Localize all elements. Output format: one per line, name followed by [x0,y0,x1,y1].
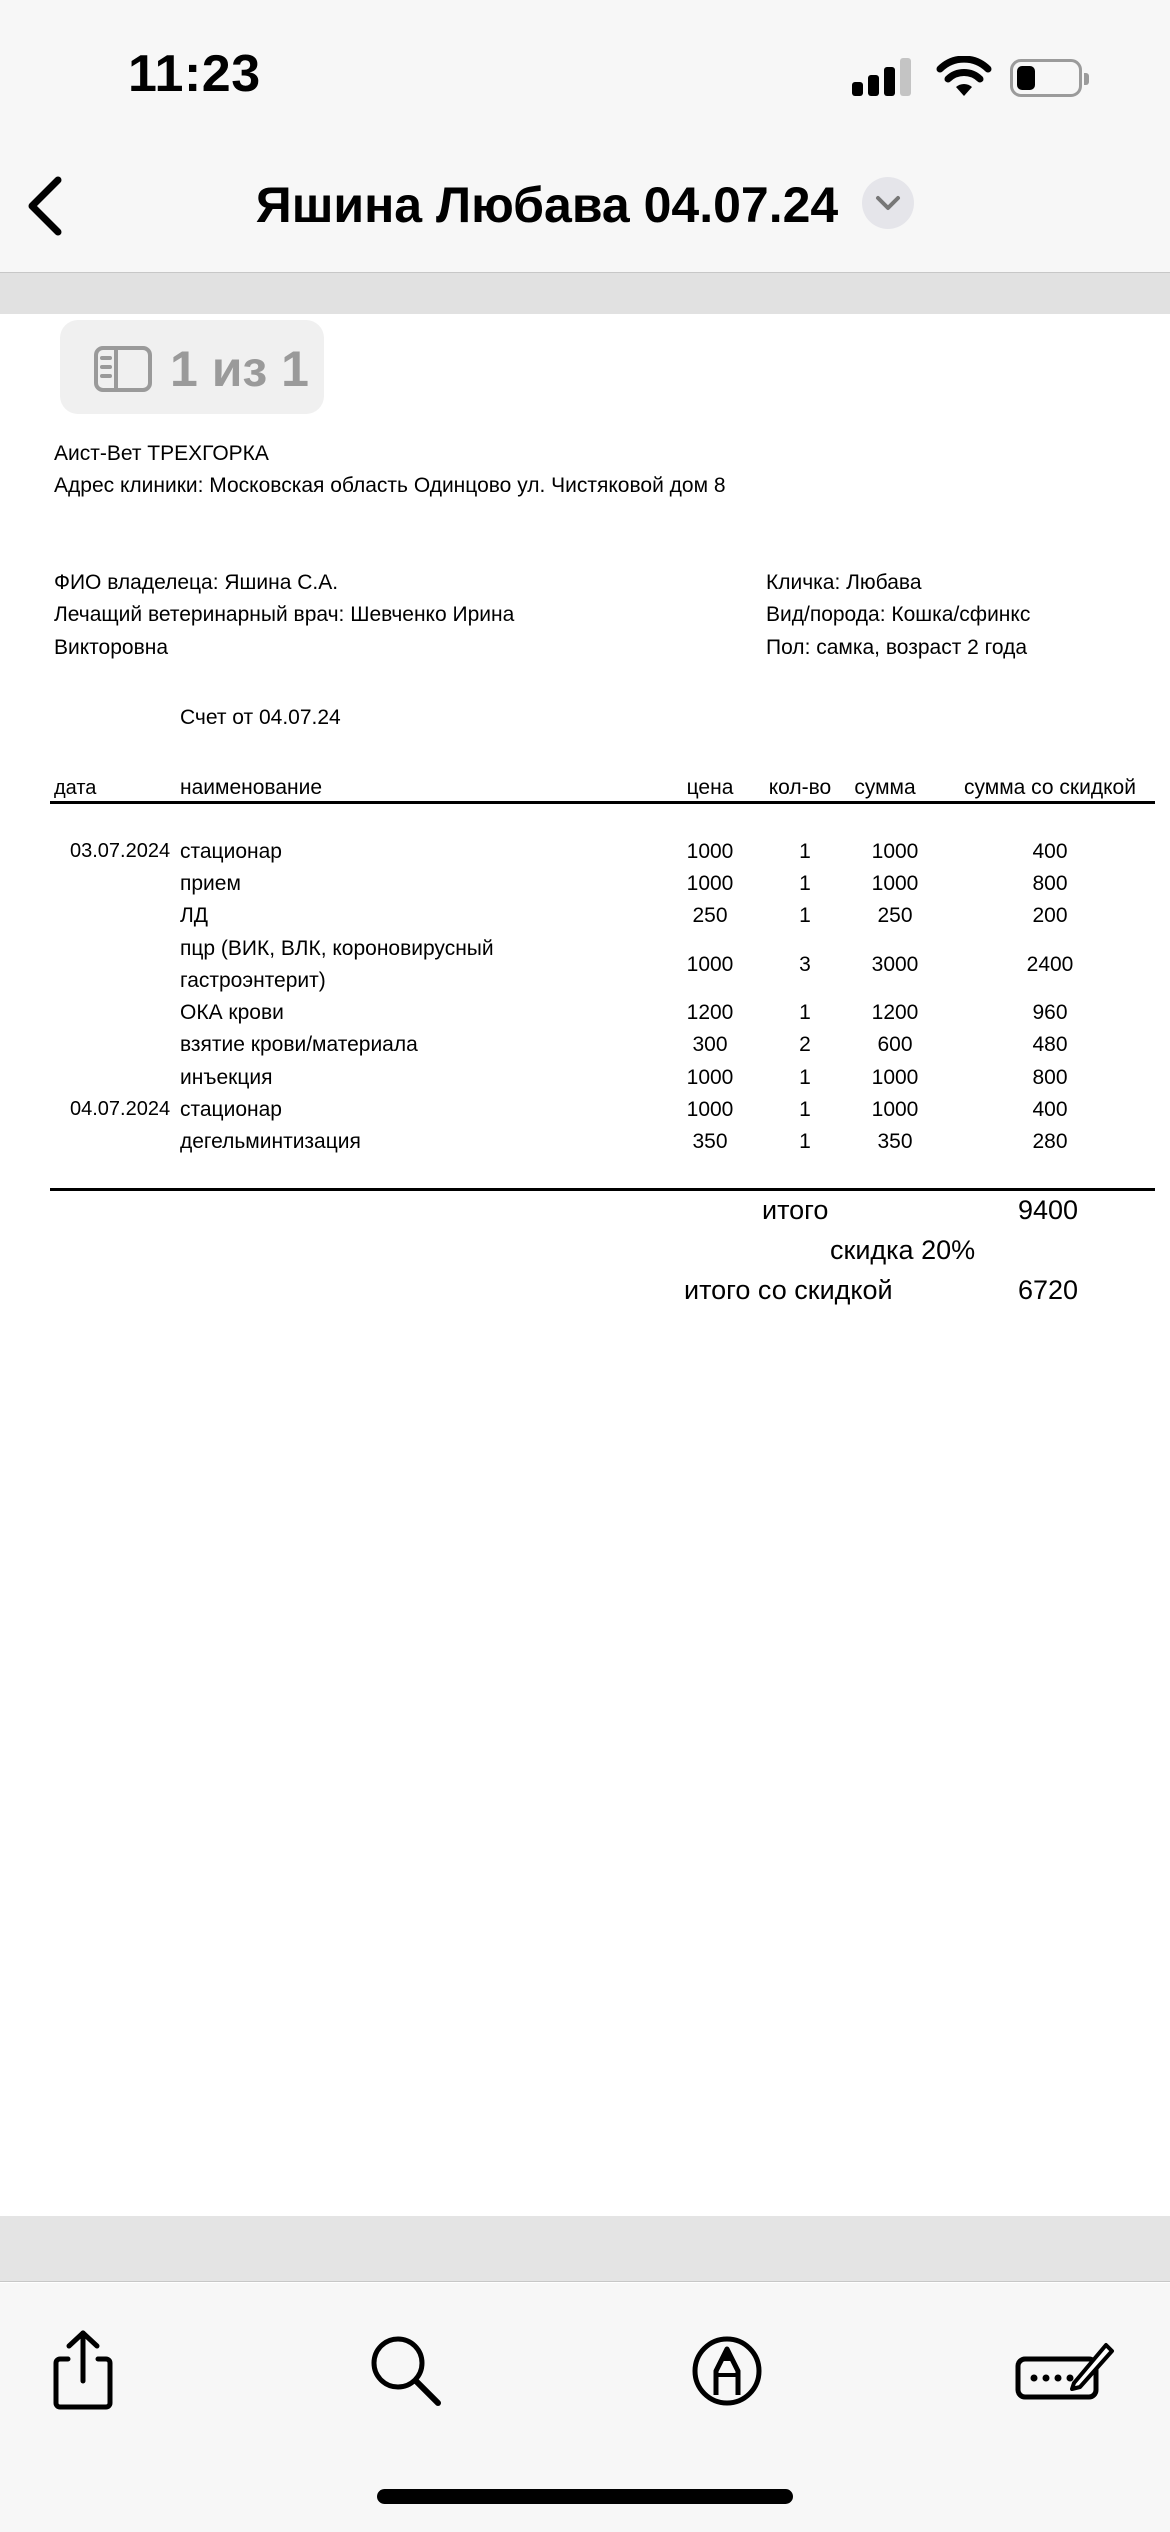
row-name-line1: пцр (ВИК, ВЛК, короновирусный [180,937,494,960]
page-indicator[interactable] [60,320,324,414]
row-name: ЛД [180,904,209,927]
search-button[interactable] [360,2325,450,2415]
wifi-icon [936,56,992,98]
markup-icon [682,2325,772,2415]
row-date: 04.07.2024 [70,1098,171,1120]
row-date: 03.07.2024 [70,840,171,862]
row-sum-discount: 800 [1032,1066,1068,1089]
row-sum-discount: 200 [1032,904,1068,927]
row-price: 350 [692,1130,728,1153]
status-time: 11:23 [128,45,261,103]
row-qty: 1 [799,1098,811,1121]
chevron-down-icon [875,192,901,214]
row-price: 300 [692,1033,728,1056]
column-header-sum-discount: сумма со скидкой [964,776,1136,799]
search-icon [360,2325,450,2415]
row-qty: 1 [799,840,811,863]
table-bottom-rule [50,1188,1155,1191]
row-sum-discount: 280 [1032,1130,1068,1153]
row-sum: 1000 [871,872,919,895]
markup-button[interactable] [682,2325,772,2415]
clinic-address: Адрес клиники: Московская область Одинцово ул. Чистяковой дом 8 [54,474,726,497]
row-price: 1200 [686,1001,734,1024]
document-title-row [0,172,1170,238]
column-header-sum: сумма [854,776,916,799]
top-bar [0,0,1170,272]
sidebar-icon [94,346,152,392]
column-header-date: дата [54,777,97,799]
document-title[interactable]: Яшина Любава 04.07.24 [255,177,839,233]
viewer-background-top [0,272,1170,314]
discount-label: скидка 20% [830,1235,976,1265]
row-price: 1000 [686,1066,734,1089]
row-price: 1000 [686,1098,734,1121]
page-indicator-label: 1 из 1 [170,341,309,397]
row-qty: 1 [799,1066,811,1089]
home-indicator[interactable] [377,2489,793,2504]
row-name: инъекция [180,1066,273,1089]
battery-icon [1010,59,1082,97]
cellular-signal-icon [852,56,912,96]
viewer-background-bottom [0,2216,1170,2282]
vet-name-line1: Лечащий ветеринарный врач: Шевченко Ирина [54,603,515,626]
table-header-rule [50,801,1155,804]
row-sum-discount: 960 [1032,1001,1068,1024]
total-value: 9400 [1018,1195,1079,1225]
pet-breed: Вид/порода: Кошка/сфинкс [766,603,1031,626]
row-sum-discount: 480 [1032,1033,1068,1056]
row-name: ОКА крови [180,1001,284,1024]
row-name: стационар [180,1098,282,1121]
row-price: 1000 [686,840,734,863]
row-qty: 1 [799,1130,811,1153]
pet-sex-age: Пол: самка, возраст 2 года [766,636,1028,659]
invoice-title: Счет от 04.07.24 [180,706,341,729]
row-qty: 3 [799,953,811,976]
signature-icon [1010,2325,1120,2415]
owner-name: ФИО владелеца: Яшина С.А. [54,571,339,594]
row-price: 1000 [686,872,734,895]
row-qty: 2 [799,1033,811,1056]
row-sum-discount: 400 [1032,840,1068,863]
signature-button[interactable] [1010,2325,1120,2415]
row-name: стационар [180,840,282,863]
row-price: 1000 [686,953,734,976]
row-sum-discount: 400 [1032,1098,1068,1121]
row-sum: 350 [877,1130,913,1153]
row-name-line2: гастроэнтерит) [180,969,326,992]
row-sum: 3000 [871,953,919,976]
row-name: взятие крови/материала [180,1033,418,1056]
pet-name: Кличка: Любава [766,571,922,594]
total-discount-value: 6720 [1018,1275,1079,1305]
row-sum-discount: 800 [1032,872,1068,895]
row-qty: 1 [799,904,811,927]
row-qty: 1 [799,1001,811,1024]
column-header-qty: кол-во [768,776,832,799]
row-price: 250 [692,904,728,927]
column-header-name: наименование [180,776,323,799]
total-label: итого [762,1195,829,1225]
vet-name-line2: Викторовна [54,636,169,659]
row-sum: 250 [877,904,913,927]
row-name: дегельминтизация [180,1130,361,1153]
row-sum-discount: 2400 [1026,953,1074,976]
column-header-price: цена [686,776,734,799]
share-icon [38,2325,128,2415]
row-sum: 1000 [871,1098,919,1121]
total-discount-label: итого со скидкой [684,1275,893,1305]
share-button[interactable] [38,2325,128,2415]
row-qty: 1 [799,872,811,895]
row-sum: 1000 [871,840,919,863]
row-sum: 1200 [871,1001,919,1024]
row-name: прием [180,872,241,895]
title-menu-button[interactable] [862,177,914,229]
clinic-name: Аист-Вет ТРЕХГОРКА [54,442,269,465]
row-sum: 1000 [871,1066,919,1089]
row-sum: 600 [877,1033,913,1056]
